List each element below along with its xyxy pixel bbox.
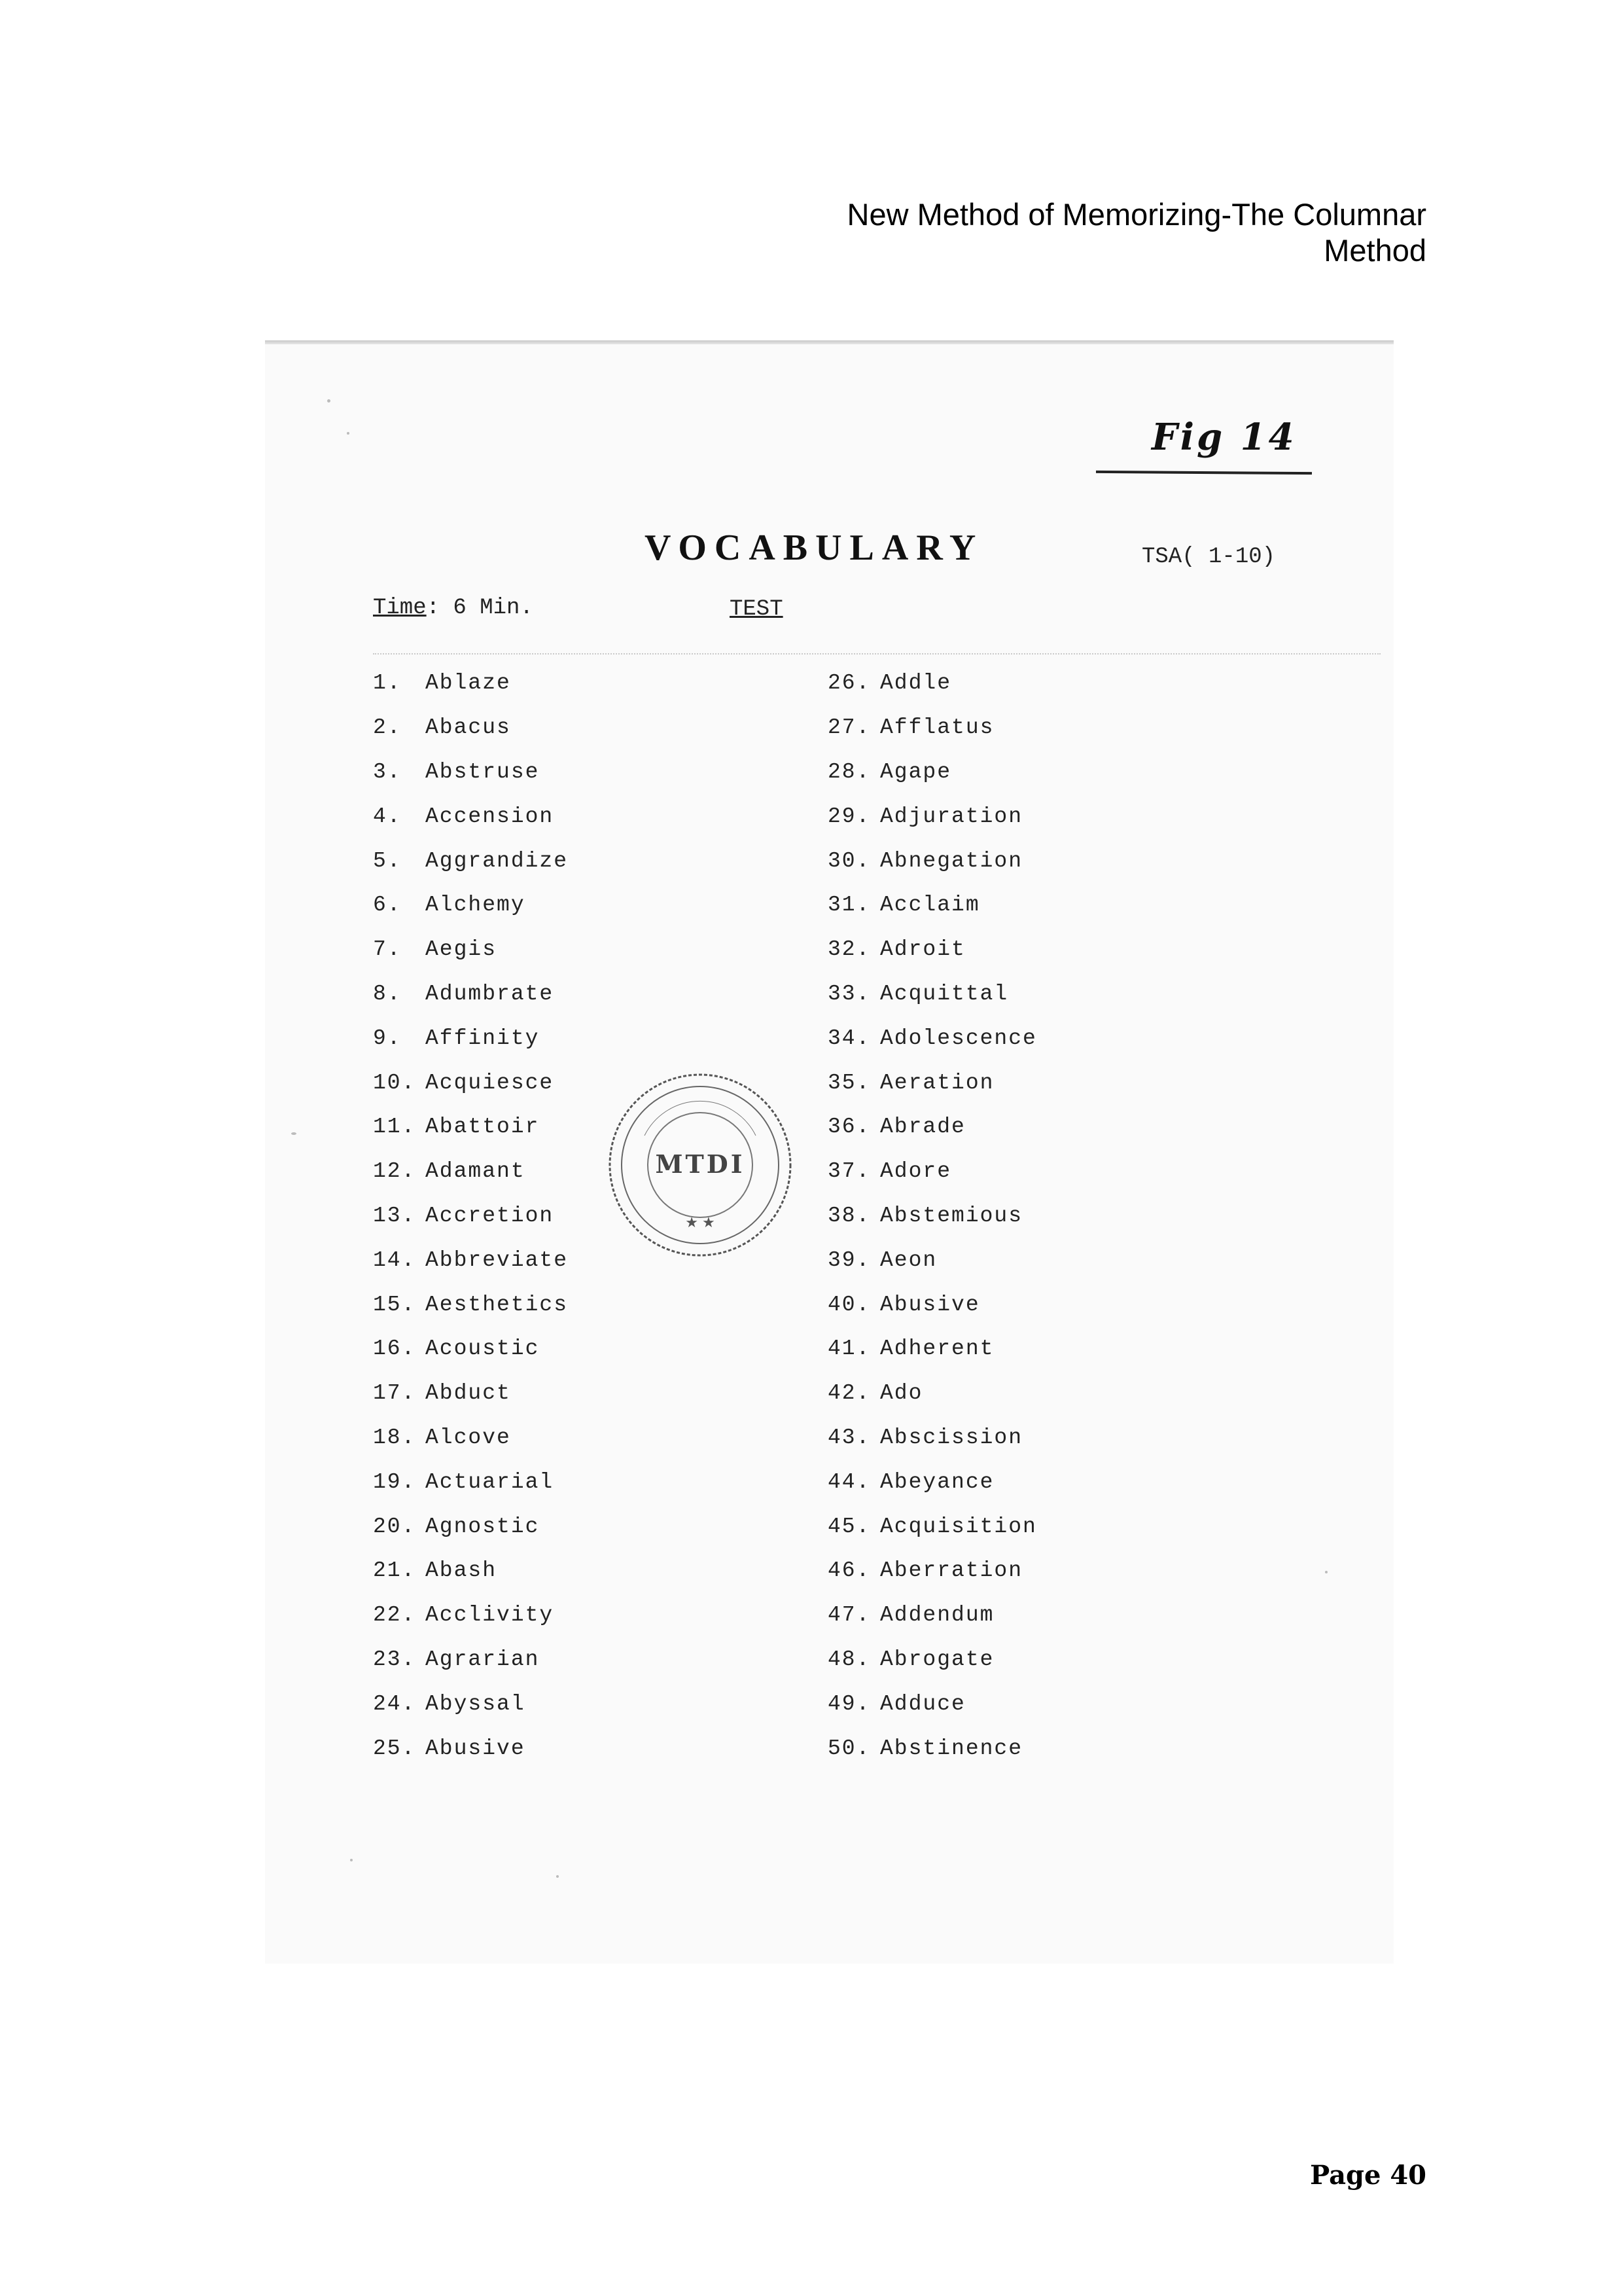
item-word: Abnegation: [880, 848, 1023, 873]
list-item: [828, 706, 1037, 750]
list-item: [373, 1460, 568, 1504]
list-item: [828, 1105, 1037, 1149]
item-number: 27.: [828, 715, 871, 740]
scan-speck: [291, 1132, 296, 1135]
item-number: 48.: [828, 1647, 871, 1672]
scan-speck: [327, 399, 330, 403]
item-number: 3.: [373, 759, 402, 784]
list-item: [828, 1016, 1037, 1060]
list-item: [828, 1416, 1037, 1460]
list-item: [373, 1549, 568, 1593]
scan-edge-line: [265, 340, 1394, 344]
item-number: 42.: [828, 1381, 871, 1406]
item-number: 45.: [828, 1514, 871, 1539]
item-number: 12.: [373, 1159, 416, 1184]
item-number: 18.: [373, 1425, 416, 1450]
list-item: [373, 1416, 568, 1460]
list-item: [828, 1460, 1037, 1504]
item-word: Agrarian: [425, 1647, 540, 1672]
item-word: Ablaze: [425, 671, 511, 696]
item-word: Addendum: [880, 1603, 995, 1628]
svg-text:★ ★: ★ ★: [685, 1214, 715, 1230]
list-item: [373, 706, 568, 750]
list-item: [828, 1549, 1037, 1593]
item-number: 43.: [828, 1425, 871, 1450]
item-number: 15.: [373, 1292, 416, 1317]
list-item: [373, 883, 568, 927]
item-word: Abstruse: [425, 759, 540, 784]
figure-label: Fig 14: [1152, 416, 1297, 459]
list-item: [828, 1149, 1037, 1194]
list-item: [828, 1327, 1037, 1371]
list-item: [828, 750, 1037, 795]
item-word: Acoustic: [425, 1336, 540, 1361]
item-number: 23.: [373, 1647, 416, 1672]
list-item: [828, 838, 1037, 883]
list-item: [828, 1371, 1037, 1416]
list-item: [828, 1194, 1037, 1238]
list-item: [828, 972, 1037, 1016]
item-word: Accension: [425, 804, 554, 829]
item-number: 19.: [373, 1469, 416, 1494]
item-number: 49.: [828, 1691, 871, 1716]
item-number: 37.: [828, 1159, 871, 1184]
item-number: 31.: [828, 893, 871, 918]
test-label: TEST: [730, 597, 783, 622]
item-number: 22.: [373, 1603, 416, 1628]
item-word: Adore: [880, 1159, 952, 1184]
list-item: [373, 1016, 568, 1060]
item-number: 16.: [373, 1336, 416, 1361]
item-number: 2.: [373, 715, 402, 740]
list-item: [828, 1282, 1037, 1327]
page-number: Page 40: [1310, 2160, 1426, 2191]
item-word: Abyssal: [425, 1691, 525, 1716]
item-number: 1.: [373, 671, 402, 696]
scan-speck: [556, 1875, 559, 1878]
item-word: Abusive: [425, 1736, 525, 1761]
item-number: 20.: [373, 1514, 416, 1539]
item-word: Adamant: [425, 1159, 525, 1184]
item-number: 39.: [828, 1247, 871, 1272]
item-word: Alchemy: [425, 893, 525, 918]
item-word: Acquittal: [880, 981, 1009, 1006]
list-item: [373, 1238, 568, 1282]
item-word: Abattoir: [425, 1115, 540, 1139]
item-word: Affinity: [425, 1026, 540, 1050]
item-word: Adjuration: [880, 804, 1023, 829]
item-number: 47.: [828, 1603, 871, 1628]
dotted-divider: [373, 653, 1381, 655]
item-word: Abusive: [880, 1292, 980, 1317]
time-value: : 6 Min.: [426, 596, 533, 620]
item-number: 8.: [373, 981, 402, 1006]
list-item: [828, 1593, 1037, 1638]
list-item: [373, 927, 568, 972]
item-number: 32.: [828, 937, 871, 962]
item-word: Afflatus: [880, 715, 995, 740]
item-number: 50.: [828, 1736, 871, 1761]
item-word: Abstinence: [880, 1736, 1023, 1761]
item-word: Abstemious: [880, 1203, 1023, 1228]
list-item: [373, 838, 568, 883]
item-word: Acclivity: [425, 1603, 554, 1628]
list-item: [373, 1282, 568, 1327]
item-number: 5.: [373, 848, 402, 873]
sheet-title: VOCABULARY: [644, 528, 984, 568]
list-item: [373, 1105, 568, 1149]
item-number: 35.: [828, 1070, 871, 1095]
item-word: Adduce: [880, 1691, 966, 1716]
item-word: Addle: [880, 671, 952, 696]
figure-underline: [1096, 471, 1312, 475]
item-word: Acquiesce: [425, 1070, 554, 1095]
word-list-right: [828, 661, 1037, 1770]
scan-speck: [1325, 1571, 1328, 1573]
item-word: Ado: [880, 1381, 923, 1406]
item-word: Aeon: [880, 1247, 938, 1272]
list-item: [373, 972, 568, 1016]
item-number: 34.: [828, 1026, 871, 1050]
list-item: [828, 1060, 1037, 1105]
item-number: 40.: [828, 1292, 871, 1317]
list-item: [373, 1638, 568, 1682]
list-item: [373, 1371, 568, 1416]
item-word: Abduct: [425, 1381, 511, 1406]
list-item: [828, 883, 1037, 927]
item-word: Agnostic: [425, 1514, 540, 1539]
item-word: Acclaim: [880, 893, 980, 918]
list-item: [373, 661, 568, 706]
item-number: 30.: [828, 848, 871, 873]
item-word: Agape: [880, 759, 952, 784]
list-item: [828, 927, 1037, 972]
item-number: 14.: [373, 1247, 416, 1272]
item-word: Adolescence: [880, 1026, 1037, 1050]
item-number: 44.: [828, 1469, 871, 1494]
scan-speck: [350, 1859, 353, 1861]
item-word: Aeration: [880, 1070, 995, 1095]
item-number: 46.: [828, 1558, 871, 1583]
item-word: Abacus: [425, 715, 511, 740]
item-number: 26.: [828, 671, 871, 696]
list-item: [373, 750, 568, 795]
item-number: 29.: [828, 804, 871, 829]
item-number: 28.: [828, 759, 871, 784]
item-word: Aggrandize: [425, 848, 569, 873]
list-item: [373, 1060, 568, 1105]
list-item: [373, 1593, 568, 1638]
item-number: 9.: [373, 1026, 402, 1050]
item-word: Adherent: [880, 1336, 995, 1361]
list-item: [373, 1194, 568, 1238]
scan-speck: [347, 432, 349, 435]
list-item: [373, 1327, 568, 1371]
item-word: Adumbrate: [425, 981, 554, 1006]
institute-stamp: [605, 1070, 795, 1260]
stamp-text: MTDI: [655, 1149, 745, 1179]
item-word: Abrade: [880, 1115, 966, 1139]
item-number: 4.: [373, 804, 402, 829]
item-number: 10.: [373, 1070, 416, 1095]
item-number: 11.: [373, 1115, 416, 1139]
item-number: 36.: [828, 1115, 871, 1139]
sheet-code: TSA( 1-10): [1142, 545, 1276, 569]
list-item: [373, 794, 568, 838]
item-word: Abash: [425, 1558, 497, 1583]
list-item: [828, 1504, 1037, 1549]
item-number: 24.: [373, 1691, 416, 1716]
item-number: 6.: [373, 893, 402, 918]
item-number: 7.: [373, 937, 402, 962]
item-number: 33.: [828, 981, 871, 1006]
item-word: Aegis: [425, 937, 497, 962]
list-item: [373, 1149, 568, 1194]
list-item: [828, 1238, 1037, 1282]
list-item: [373, 1681, 568, 1726]
list-item: [373, 1726, 568, 1770]
item-word: Aberration: [880, 1558, 1023, 1583]
running-header: New Method of Memorizing-The Columnar Method: [847, 197, 1426, 268]
item-number: 25.: [373, 1736, 416, 1761]
item-number: 13.: [373, 1203, 416, 1228]
scanned-test-sheet: [265, 340, 1394, 1964]
item-word: Abrogate: [880, 1647, 995, 1672]
item-word: Abscission: [880, 1425, 1023, 1450]
word-list-left: [373, 661, 568, 1770]
item-word: Acquisition: [880, 1514, 1037, 1539]
list-item: [828, 1638, 1037, 1682]
list-item: [828, 1726, 1037, 1770]
item-number: 17.: [373, 1381, 416, 1406]
list-item: [828, 1681, 1037, 1726]
time-label: Time: [373, 596, 427, 620]
item-word: Alcove: [425, 1425, 511, 1450]
item-number: 38.: [828, 1203, 871, 1228]
list-item: [373, 1504, 568, 1549]
item-word: Accretion: [425, 1203, 554, 1228]
item-word: Adroit: [880, 937, 966, 962]
item-number: 41.: [828, 1336, 871, 1361]
item-word: Aesthetics: [425, 1292, 569, 1317]
item-word: Abbreviate: [425, 1247, 569, 1272]
item-word: Actuarial: [425, 1469, 554, 1494]
list-item: [828, 661, 1037, 706]
list-item: [828, 794, 1037, 838]
item-word: Abeyance: [880, 1469, 995, 1494]
time-limit: [373, 596, 533, 620]
item-number: 21.: [373, 1558, 416, 1583]
